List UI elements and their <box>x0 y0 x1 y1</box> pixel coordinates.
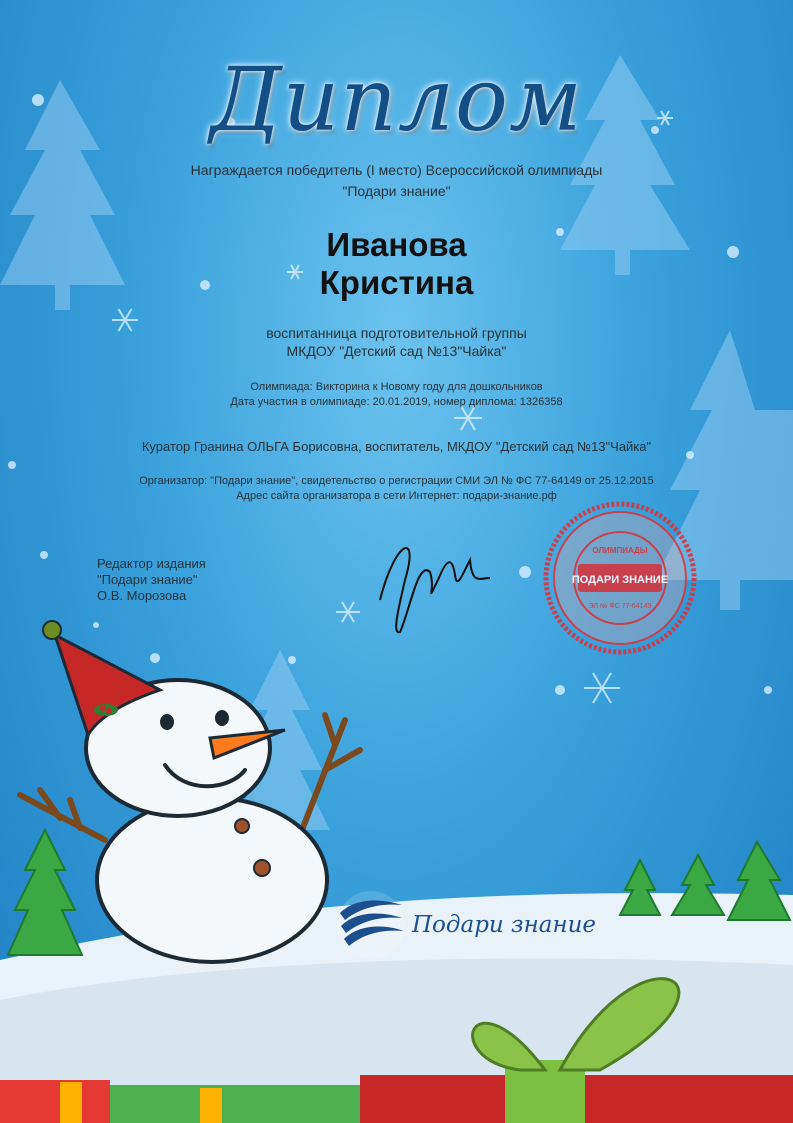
diploma-title: Диплом <box>210 48 583 151</box>
brand-logo-icon <box>337 891 405 959</box>
editor-publication: "Подари знание" <box>97 572 198 587</box>
recipient-name <box>0 226 793 302</box>
award-statement <box>0 160 793 202</box>
curator-line: Куратор Гранина ОЛЬГА Борисовна, воспитатель, МКДОУ "Детский сад №13"Чайка" <box>141 439 652 454</box>
recipient-first-name: Кристина <box>319 264 474 301</box>
role-line-2: МКДОУ "Детский сад №13"Чайка" <box>286 343 507 359</box>
stamp-top-text: ОЛИМПИАДЫ <box>592 546 648 555</box>
stamp-center-text: ПОДАРИ ЗНАНИЕ <box>571 574 669 586</box>
editor-title: Редактор издания <box>97 556 206 571</box>
recipient-surname: Иванова <box>326 226 467 263</box>
participation-date: Дата участия в олимпиаде: 20.01.2019, номер диплома: 1326358 <box>230 396 563 408</box>
organization-stamp <box>546 504 694 652</box>
award-line-2: "Подари знание" <box>342 183 451 199</box>
role-line-1: воспитанница подготовительной группы <box>266 325 527 341</box>
recipient-role <box>0 324 793 360</box>
organizer-line: Организатор: "Подари знание", свидетельство о регистрации СМИ ЭЛ № ФС 77-64149 от 25.12.2015 <box>139 475 654 487</box>
editor-signature <box>380 548 490 632</box>
stamp-bottom-text: ЭЛ № ФС 77-64149 <box>588 603 652 610</box>
editor-block <box>97 556 206 604</box>
award-line-1: Награждается победитель (I место) Всероссийской олимпиады <box>190 162 603 178</box>
website-line: Адрес сайта организатора в сети Интернет: подари-знание.рф <box>236 490 557 502</box>
brand-name: Подари знание <box>412 912 597 938</box>
editor-name: О.В. Морозова <box>97 588 187 603</box>
organizer-details <box>0 474 793 504</box>
olympiad-details <box>0 380 793 410</box>
olympiad-name: Олимпиада: Викторина к Новому году для дошкольников <box>250 381 543 393</box>
